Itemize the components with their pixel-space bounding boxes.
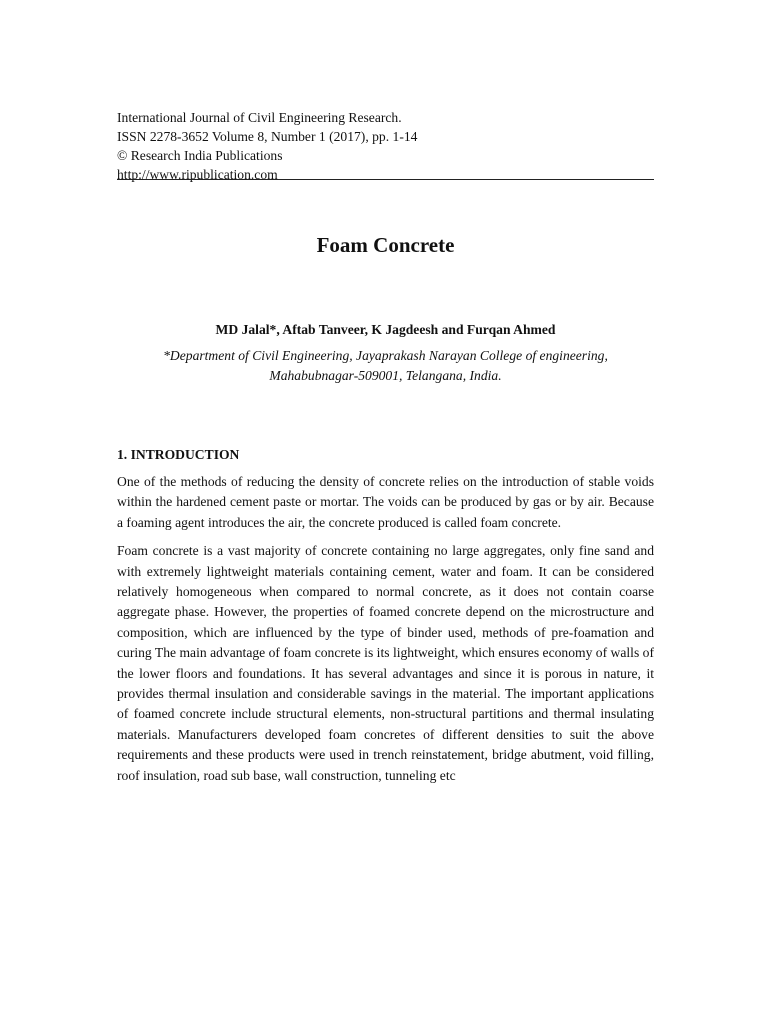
publisher-line: © Research India Publications	[117, 148, 283, 163]
section-heading	[117, 445, 239, 465]
section-body	[117, 472, 654, 794]
author-list: MD Jalal*, Aftab Tanveer, K Jagdeesh and Furqan Ahmed	[215, 322, 556, 337]
paragraph-1: One of the methods of reducing the density of concrete relies on the introduction of stable voids within the hardened cement paste or mortar. The voids can be produced by gas or by air. Because a foaming agent introduces the air, the concrete produced is called foam concrete.	[117, 474, 654, 530]
publisher-url[interactable]: http://www.ripublication.com	[117, 167, 278, 182]
affiliation-line-2: Mahabubnagar-509001, Telangana, India.	[269, 368, 502, 383]
affiliation-line-1: *Department of Civil Engineering, Jayaprakash Narayan College of engineering,	[163, 348, 608, 363]
affiliation	[117, 346, 654, 386]
journal-header	[117, 108, 654, 184]
header-divider	[117, 179, 654, 180]
section-number: 1.	[117, 447, 128, 462]
section-title: INTRODUCTION	[130, 447, 240, 462]
journal-name: International Journal of Civil Engineering Research.	[117, 110, 402, 125]
paragraph-2: Foam concrete is a vast majority of concrete containing no large aggregates, only fine sand and with extremely lightweight materials containing cement, water and foam. It can be considered relatively homogeneous when compared to normal concrete, as it does not contain coarse aggregate phase. However, the properties of foamed concrete depend on the microstructure and composition, which are influenced by the type of binder used, methods of pre-foamation and curing The main advantage of foam concrete is its lightweight, which ensures economy of walls of the lower floors and foundations. It has several advantages and since it is porous in nature, it provides thermal insulation and considerable savings in the material. The important applications of foamed concrete include structural elements, non-structural partitions and thermal insulating materials. Manufacturers developed foam concretes of different densities to suit the above requirements and these products were used in trench reinstatement, bridge abutment, void filling, roof insulation, road sub base, wall construction, tunneling etc	[117, 543, 654, 783]
paper-title: Foam Concrete	[316, 233, 455, 257]
issn-line: ISSN 2278-3652 Volume 8, Number 1 (2017), pp. 1-14	[117, 129, 418, 144]
